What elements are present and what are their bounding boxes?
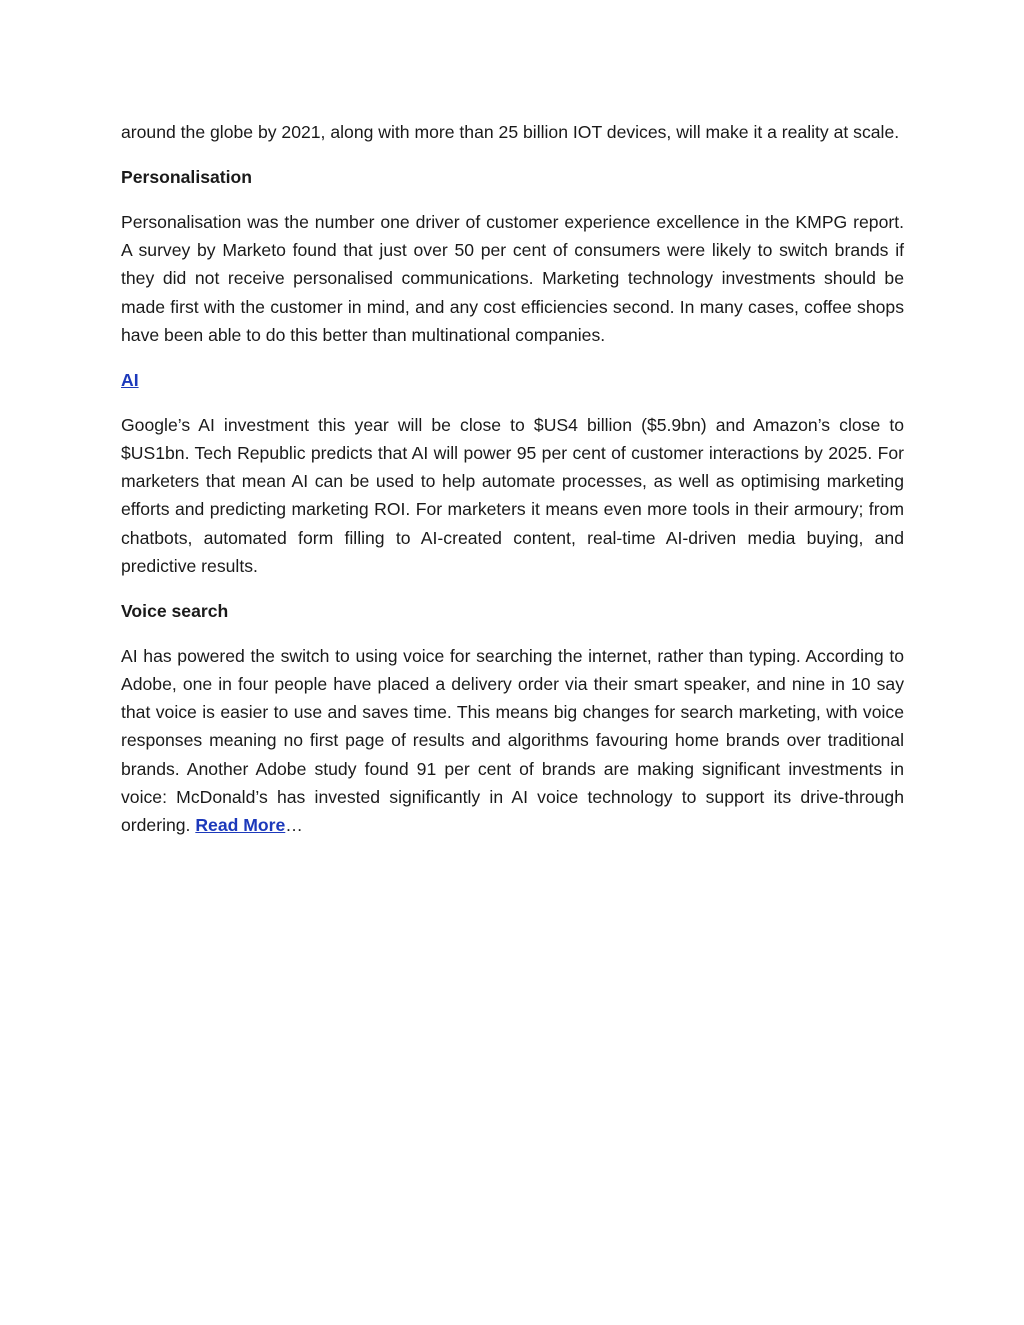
personalisation-paragraph: Personalisation was the number one driver of customer experience excellence in the KMPG report. A survey by Marketo found that just over 50 per cent of consumers were likely to switch brands if they did not receive personalised communications. Marketing technology investments should be made first with the customer in mind, and any cost efficiencies second. In many cases, coffee shops have been able to do this better than multinational companies. [121, 212, 904, 345]
ellipsis: … [285, 815, 303, 836]
intro-paragraph: around the globe by 2021, along with more than 25 billion IOT devices, will make it a reality at scale. [121, 122, 900, 142]
document-page [121, 118, 904, 856]
personalisation-heading: Personalisation [121, 167, 253, 187]
voice-search-heading: Voice search [121, 600, 229, 621]
ai-paragraph: Google’s AI investment this year will be close to $US4 billion ($5.9bn) and Amazon’s close to $US1bn. Tech Republic predicts that AI will power 95 per cent of customer interactions by 2025. For marketers that mean AI can be used to help automate processes, as well as optimising marketing efforts and predicting marketing ROI. For marketers it means even more tools in their armoury; from chatbots, automated form filling to AI-created content, real-time AI-driven media buying, and predictive results. [121, 414, 904, 576]
voice-search-body: AI has powered the switch to using voice for searching the internet, rather than typing. According to Adobe, one in four people have placed a delivery order via their smart speaker, and nine in 10 say that voice is easier to use and saves time. This means big changes for search marketing, with voice responses meaning no first page of results and algorithms favouring home brands over traditional brands. Another Adobe study found 91 per cent of brands are making significant investments in voice: McDonald’s has invested significantly in AI voice technology to support its drive-through ordering. [121, 645, 904, 836]
ai-heading-link[interactable]: AI [121, 369, 139, 390]
ai-heading [121, 366, 904, 394]
voice-search-paragraph [121, 642, 904, 839]
read-more-link[interactable]: Read More [195, 815, 286, 836]
